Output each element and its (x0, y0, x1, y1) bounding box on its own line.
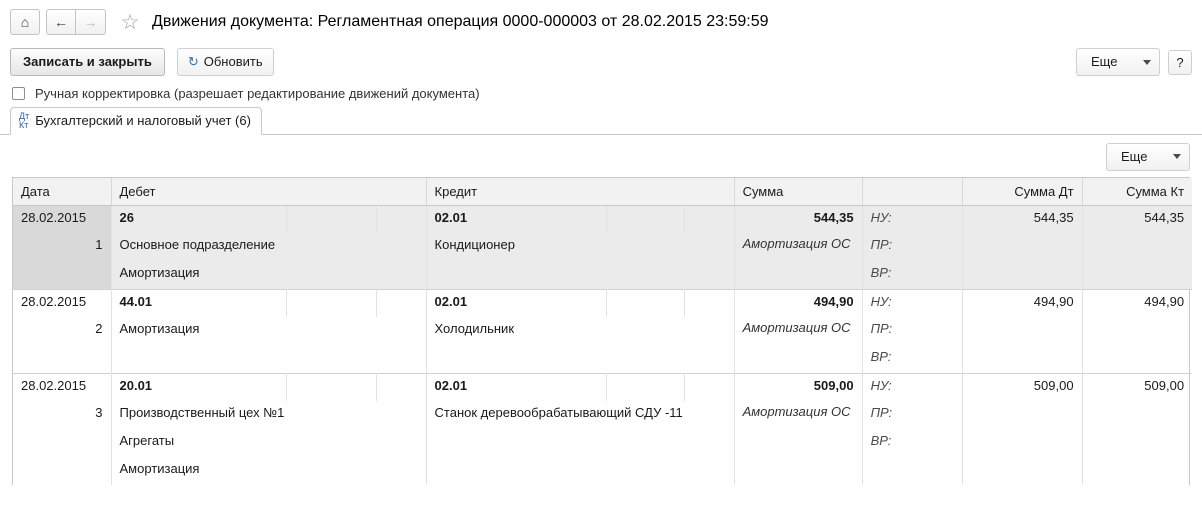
cell-sum-dt-empty (962, 317, 1082, 345)
favorite-button[interactable] (116, 8, 144, 36)
cell-debit-spacer-2 (376, 373, 426, 401)
cell-nu-label: НУ: (862, 289, 962, 317)
cell-debit-sub2: Агрегаты (111, 429, 426, 457)
command-bar (0, 44, 1202, 80)
cell-credit-spacer-1 (606, 373, 684, 401)
refresh-icon: ↻ (187, 54, 199, 70)
cell-sum-kt-empty (1082, 429, 1192, 457)
cell-debit-account: 44.01 (111, 289, 286, 317)
table-row[interactable] (13, 289, 1192, 317)
cell-credit-spacer-1 (606, 205, 684, 233)
cell-row-number: 1 (13, 233, 111, 261)
cell-sum-dt-empty (962, 345, 1082, 373)
column-header-amount[interactable]: Сумма (734, 178, 862, 206)
column-header-sum-kt[interactable]: Сумма Кт (1082, 178, 1192, 206)
cell-nu-label: НУ: (862, 205, 962, 233)
cell-credit-spacer-2 (684, 289, 734, 317)
cell-empty (13, 261, 111, 289)
cell-sum-dt-empty (962, 457, 1082, 485)
forward-button[interactable] (76, 9, 106, 35)
arrow-left-icon: ← (54, 14, 68, 30)
more-menu-button[interactable] (1076, 48, 1160, 76)
cell-pr-label: ПР: (862, 317, 962, 345)
tab-accounting-and-tax[interactable] (10, 107, 262, 135)
grid-toolbar (12, 143, 1190, 177)
cell-amount: 494,90 (734, 289, 862, 317)
movements-grid (12, 177, 1190, 486)
cell-credit-account: 02.01 (426, 373, 606, 401)
cell-debit-sub2: Амортизация (111, 261, 426, 289)
cell-credit-spacer-1 (606, 289, 684, 317)
home-button[interactable] (10, 9, 40, 35)
cell-credit-account: 02.01 (426, 205, 606, 233)
cell-pr-label: ПР: (862, 401, 962, 429)
table-row-sub[interactable] (13, 401, 1192, 429)
cell-sum-dt-empty (962, 261, 1082, 289)
column-header-sum-dt[interactable]: Сумма Дт (962, 178, 1082, 206)
cell-sum-dt: 509,00 (962, 373, 1082, 401)
cell-debit-spacer-1 (286, 373, 376, 401)
cell-sum-kt: 509,00 (1082, 373, 1192, 401)
cell-amount-empty (734, 429, 862, 457)
cell-date: 28.02.2015 (13, 289, 111, 317)
cell-amount-empty (734, 345, 862, 373)
grid-more-menu-button[interactable] (1106, 143, 1190, 171)
cell-credit-spacer-2 (684, 205, 734, 233)
cell-debit-spacer-1 (286, 289, 376, 317)
tab-bar (0, 109, 1202, 135)
command-bar-right (1076, 48, 1192, 76)
cell-nu-label: НУ: (862, 373, 962, 401)
cell-vr-label: ВР: (862, 261, 962, 289)
column-header-date[interactable]: Дата (13, 178, 111, 206)
table-row[interactable] (13, 205, 1192, 233)
cell-credit-sub3 (426, 457, 734, 485)
cell-sum-dt: 494,90 (962, 289, 1082, 317)
tab-label: Бухгалтерский и налоговый учет (6) (35, 113, 251, 129)
cell-debit-sub1: Основное подразделение (111, 233, 426, 261)
cell-debit-account: 20.01 (111, 373, 286, 401)
cell-credit-sub2 (426, 345, 734, 373)
cell-debit-spacer-1 (286, 205, 376, 233)
table-header-row (13, 178, 1192, 206)
cell-amount-subtext: Амортизация ОС (734, 317, 862, 345)
home-icon: ⌂ (20, 14, 30, 30)
save-and-close-button[interactable]: Записать и закрыть (10, 48, 165, 76)
cell-empty (13, 345, 111, 373)
help-button[interactable]: ? (1168, 50, 1192, 75)
cell-date: 28.02.2015 (13, 205, 111, 233)
cell-debit-sub1: Производственный цех №1 (111, 401, 426, 429)
movements-table (13, 178, 1192, 486)
cell-amount-empty (734, 457, 862, 485)
cell-sum-dt: 544,35 (962, 205, 1082, 233)
table-row-sub[interactable] (13, 317, 1192, 345)
star-icon: ☆ (120, 10, 140, 34)
cell-amount: 509,00 (734, 373, 862, 401)
refresh-button[interactable] (177, 48, 274, 76)
cell-vr-label: ВР: (862, 429, 962, 457)
cell-credit-account: 02.01 (426, 289, 606, 317)
cell-label-empty (862, 457, 962, 485)
table-row[interactable] (13, 373, 1192, 401)
chevron-down-icon (1143, 60, 1151, 65)
manual-correction-label: Ручная корректировка (разрешает редактирование движений документа) (35, 86, 480, 101)
cell-vr-label: ВР: (862, 345, 962, 373)
navigation-group (46, 9, 106, 35)
grid-more-menu-label: Еще (1121, 149, 1148, 164)
refresh-button-label: Обновить (203, 54, 263, 70)
cell-sum-kt-empty (1082, 317, 1192, 345)
column-header-blank[interactable] (862, 178, 962, 206)
cell-credit-sub1: Кондиционер (426, 233, 734, 261)
cell-debit-account: 26 (111, 205, 286, 233)
cell-sum-kt-empty (1082, 261, 1192, 289)
cell-sum-kt-empty (1082, 233, 1192, 261)
cell-sum-dt-empty (962, 429, 1082, 457)
table-row-sub[interactable] (13, 345, 1192, 373)
page-title: Движения документа: Регламентная операция 0000-000003 от 28.02.2015 23:59:59 (152, 13, 769, 30)
cell-pr-label: ПР: (862, 233, 962, 261)
cell-sum-kt-empty (1082, 401, 1192, 429)
cell-sum-dt-empty (962, 233, 1082, 261)
chevron-down-icon (1173, 154, 1181, 159)
cell-empty (13, 457, 111, 485)
column-header-credit[interactable]: Кредит (426, 178, 734, 206)
cell-date: 28.02.2015 (13, 373, 111, 401)
cell-credit-spacer-2 (684, 373, 734, 401)
title-bar (0, 0, 1202, 44)
back-button[interactable] (46, 9, 76, 35)
cell-debit-sub1: Амортизация (111, 317, 426, 345)
manual-correction-checkbox[interactable] (12, 87, 25, 100)
cell-amount: 544,35 (734, 205, 862, 233)
cell-amount-subtext: Амортизация ОС (734, 401, 862, 429)
manual-correction-row (0, 80, 1202, 109)
cell-credit-sub2 (426, 261, 734, 289)
cell-debit-spacer-2 (376, 289, 426, 317)
cell-sum-kt-empty (1082, 457, 1192, 485)
table-row-sub[interactable] (13, 233, 1192, 261)
table-row-sub[interactable] (13, 429, 1192, 457)
cell-amount-subtext: Амортизация ОС (734, 233, 862, 261)
table-body (13, 205, 1192, 485)
cell-sum-kt: 494,90 (1082, 289, 1192, 317)
table-row-sub[interactable] (13, 457, 1192, 485)
table-row-sub[interactable] (13, 261, 1192, 289)
cell-debit-sub2 (111, 345, 426, 373)
cell-row-number: 3 (13, 401, 111, 429)
cell-empty (13, 429, 111, 457)
debit-credit-icon: Дт Кт (19, 111, 30, 130)
arrow-right-icon: → (83, 14, 98, 30)
cell-amount-empty (734, 261, 862, 289)
more-menu-label: Еще (1091, 54, 1118, 70)
cell-debit-spacer-2 (376, 205, 426, 233)
cell-sum-kt-empty (1082, 345, 1192, 373)
movements-panel (0, 135, 1202, 485)
cell-sum-kt: 544,35 (1082, 205, 1192, 233)
cell-sum-dt-empty (962, 401, 1082, 429)
cell-row-number: 2 (13, 317, 111, 345)
cell-credit-sub1: Холодильник (426, 317, 734, 345)
table-header (13, 178, 1192, 206)
cell-credit-sub2 (426, 429, 734, 457)
cell-credit-sub1: Станок деревообрабатывающий СДУ -11 (426, 401, 734, 429)
cell-debit-sub3: Амортизация (111, 457, 426, 485)
column-header-debit[interactable]: Дебет (111, 178, 426, 206)
